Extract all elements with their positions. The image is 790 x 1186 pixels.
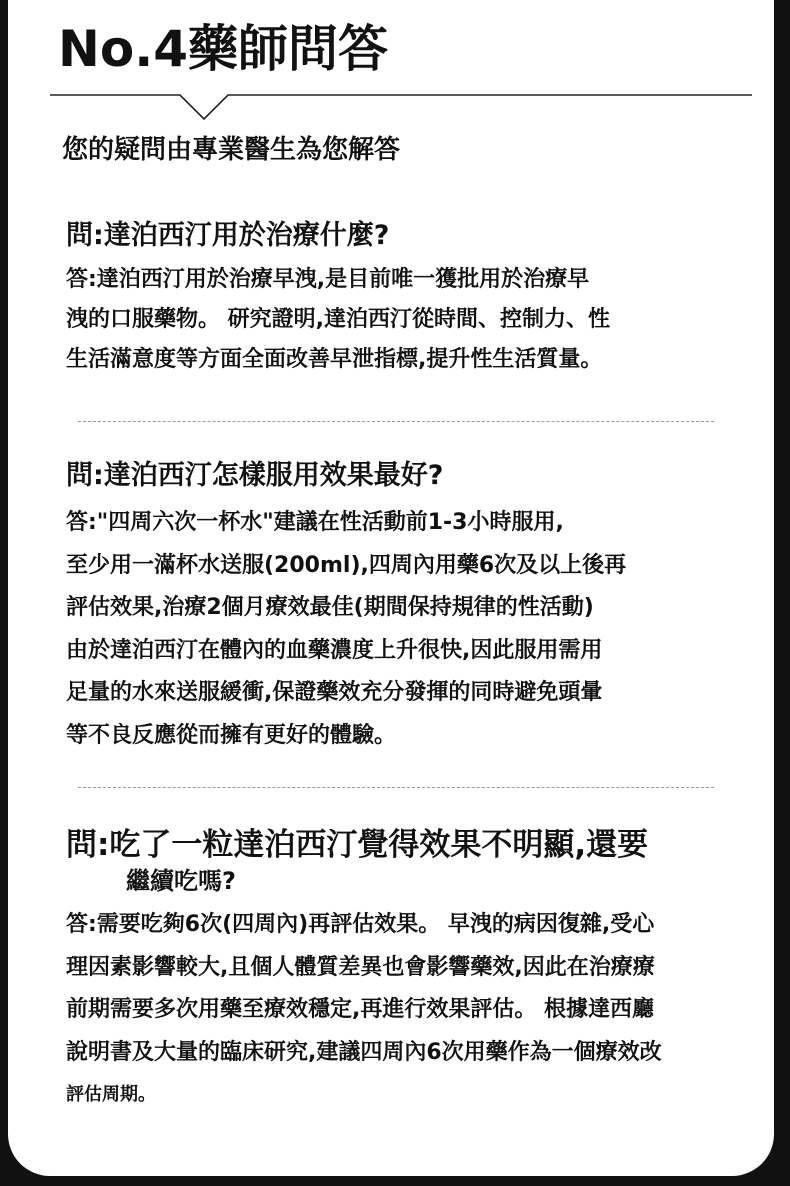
qa-block-2 <box>66 456 746 757</box>
answer-3-line-1: 答:需要吃夠6次(四周內)再評估效果。 早洩的病因復雜,受心 <box>66 912 655 937</box>
answer-2-line-2: 至少用一滿杯水送服(200ml),四周內用藥6次及以上後再 <box>66 552 627 578</box>
answer-2 <box>66 502 746 757</box>
answer-3-line-2: 理因素影響較大,且個人體質差異也會影響藥效,因此在治療療 <box>66 954 655 980</box>
answer-3-line-4: 說明書及大量的臨床研究,建議四周內6次用藥作為一個療效改 <box>66 1039 662 1065</box>
answer-1 <box>66 260 746 380</box>
question-2: 問:達泊西汀怎樣服用效果最好? <box>66 460 444 491</box>
answer-2-line-5: 足量的水來送服緩衝,保證藥效充分發揮的同時避免頭暈 <box>66 680 603 705</box>
answer-3 <box>66 904 746 1117</box>
answer-3-line-5: 評估周期。 <box>66 1084 156 1105</box>
question-3-continued: 繼續吃嗎? <box>126 867 236 895</box>
qa-block-1 <box>66 216 746 380</box>
question-1: 問:達泊西汀用於治療什麼? <box>66 220 390 251</box>
section-divider-1 <box>78 421 714 422</box>
answer-1-line-3: 生活滿意度等方面全面改善早泄指標,提升性生活質量。 <box>66 347 603 372</box>
answer-1-line-2: 洩的口服藥物。 研究證明,達泊西汀從時間、控制力、性 <box>66 307 611 332</box>
answer-2-line-1: 答:"四周六次一杯水"建議在性活動前1-3小時服用, <box>66 510 564 535</box>
answer-2-line-3: 評估效果,治療2個月療效最佳(期間保持規律的性活動) <box>66 595 594 620</box>
answer-1-line-1: 答:達泊西汀用於治療早洩,是目前唯一獲批用於治療早 <box>66 267 590 292</box>
section-divider-2 <box>78 787 714 788</box>
answer-2-line-6: 等不良反應從而擁有更好的體驗。 <box>66 722 397 748</box>
question-3: 問:吃了一粒達泊西汀覺得效果不明顯,還要 <box>66 827 649 863</box>
content-card <box>8 0 774 1176</box>
header-pointer-divider <box>44 78 754 122</box>
answer-2-line-4: 由於達泊西汀在體內的血藥濃度上升很快,因此服用需用 <box>66 637 603 663</box>
answer-3-line-3: 前期需要多次用藥至療效穩定,再進行效果評估。 根據達西廳 <box>66 997 655 1022</box>
page-subtitle: 您的疑問由專業醫生為您解答 <box>62 135 401 165</box>
qa-block-3 <box>66 826 746 1117</box>
page-title: No.4藥師問答 <box>58 20 388 78</box>
